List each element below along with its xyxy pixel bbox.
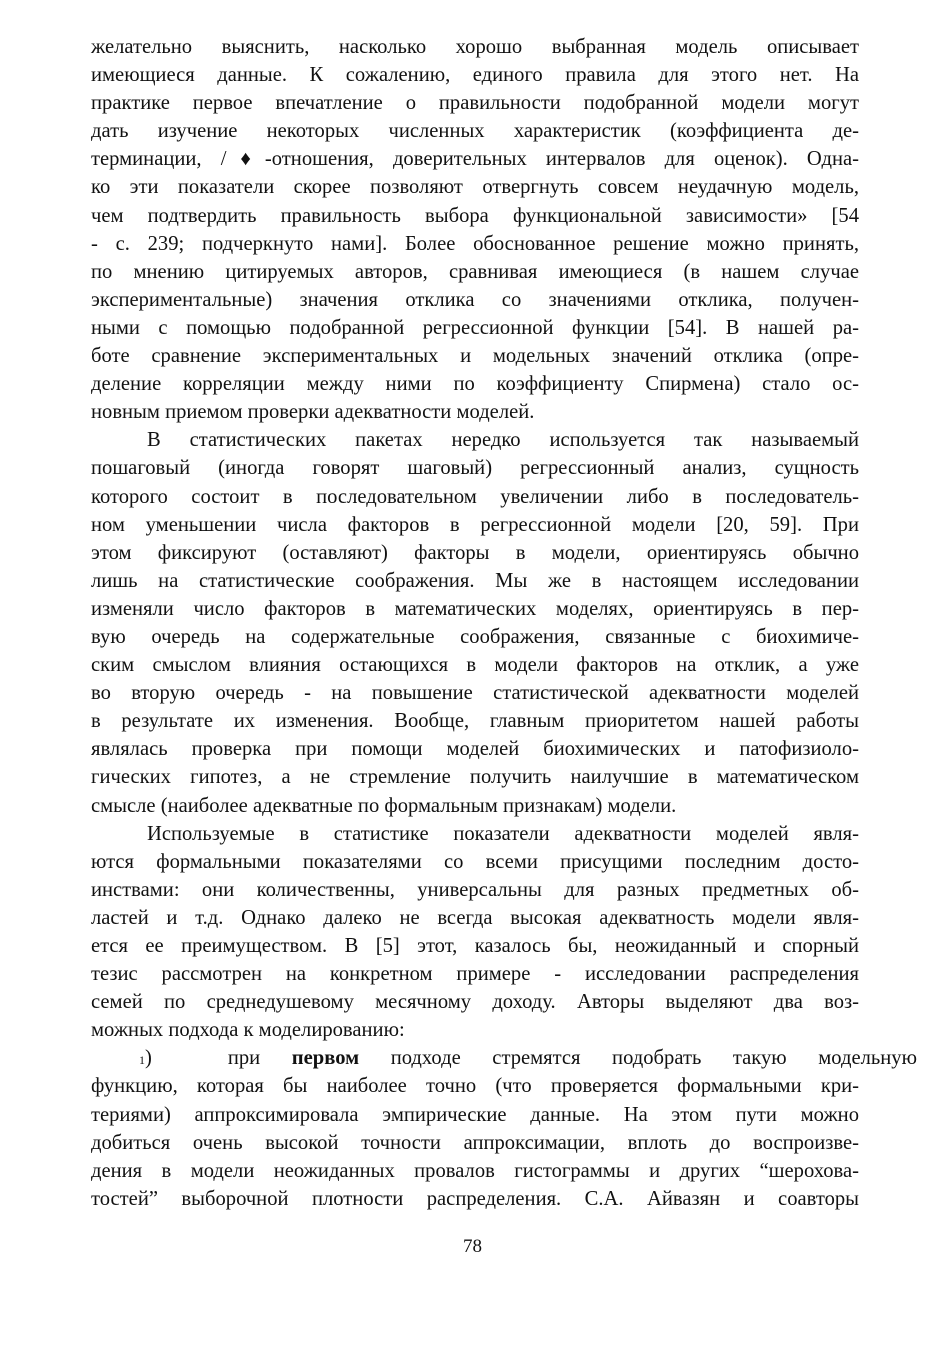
text-line: по мнению цитируемых авторов, сравнивая имеющиеся (в нашем случае [91, 260, 859, 283]
text-line: новным приемом проверки адекватности моделей. [91, 401, 535, 424]
text-line: желательно выяснить, насколько хорошо выбранная модель описывает [91, 36, 859, 58]
text-line: ными с помощью подобранной регрессионной функции [54]. В нашей ра- [91, 316, 859, 339]
list-paren: ) [145, 1047, 152, 1070]
text-line: терминации, /♦-отношения, доверительных интервалов для оценок). Одна- [91, 148, 859, 171]
text-line: экспериментальные) значения отклика со значениями отклика, получен- [91, 288, 859, 311]
text-line: чем подтвердить правильность выбора функциональной зависимости» [54 [91, 204, 859, 227]
text-line: смысле (наиболее адекватные по формальным признакам) модели. [91, 794, 677, 817]
text-line: дать изучение некоторых численных характеристик (коэффициента де- [91, 120, 859, 143]
list-marker: 1 [139, 1053, 145, 1068]
text-line: гических гипотез, а не стремление получить наилучшие в математическом [91, 766, 859, 789]
text-line: изменяли число факторов в математических моделях, ориентируясь в пер- [91, 597, 859, 620]
text-line: В статистических пакетах нередко используется так называемый [147, 429, 859, 452]
text-line: лишь на статистические соображения. Мы же в настоящем исследовании [91, 569, 859, 592]
text-line: ластей и т.д. Однако далеко не всегда высокая адекватность модели явля- [91, 906, 859, 929]
text-line: дения в модели неожиданных провалов гистограммы и других “шерохова- [91, 1159, 859, 1182]
text-line: ются формальными показателями со всеми присущими последним досто- [91, 850, 859, 873]
text-line: териями) аппроксимировала эмпирические данные. На этом пути можно [91, 1103, 859, 1126]
list-bold-word: первом [291, 1047, 360, 1070]
list-word-after: подходе стремятся подобрать такую модельную [390, 1047, 917, 1070]
text-line: функцию, которая бы наиболее точно (что проверяется формальными кри- [91, 1075, 859, 1098]
text-line: в результате их изменения. Вообще, главным приоритетом нашей работы [91, 710, 859, 733]
text-line: пошаговый (иногда говорят шаговый) регрессионный анализ, сущность [91, 457, 859, 480]
text-line: ко эти показатели скорее позволяют отвергнуть совсем неудачную модель, [91, 176, 859, 199]
text-line: во вторую очередь - на повышение статистической адекватности моделей [91, 682, 859, 705]
text-line: имеющиеся данные. К сожалению, единого правила для этого нет. На [91, 64, 859, 87]
page-number: 78 [463, 1236, 482, 1257]
text-line: добиться очень высокой точности аппроксимации, вплоть до воспроизве- [91, 1131, 859, 1154]
text-line: ном уменьшении числа факторов в регрессионной модели [20, 59]. При [91, 513, 859, 536]
text-line: семей по среднедушевому месячному доходу. Авторы выделяют два воз- [91, 991, 859, 1014]
text-line: ским смыслом влияния остающихся в модели факторов на отклик, а уже [91, 654, 859, 677]
paragraph-2 [91, 426, 859, 819]
text-line: которого состоит в последовательном увеличении либо в последователь- [91, 485, 859, 508]
text-line: можных подхода к моделированию: [91, 1019, 405, 1042]
text-line: Используемые в статистике показатели адекватности моделей явля- [147, 822, 859, 845]
text-line: ется ее преимуществом. В [5] этот, казалось бы, неожиданный и спорный [91, 935, 859, 957]
text-line: тезис рассмотрен на конкретном примере - исследовании распределения [91, 963, 859, 986]
paragraph-3 [91, 820, 859, 1045]
paragraph-1 [91, 33, 859, 426]
text-line: этом фиксируют (оставляют) факторы в модели, ориентируясь обычно [91, 541, 859, 564]
list-word-before: при [227, 1047, 261, 1070]
list-item-first-line [91, 1044, 917, 1072]
text-line: боте сравнение экспериментальных и модельных значений отклика (опре- [91, 345, 859, 368]
text-line: деление корреляции между ними по коэффициенту Спирмена) стало ос- [91, 373, 859, 396]
text-line: - с. 239; подчеркнуто нами]. Более обоснованное решение можно принять, [91, 232, 859, 255]
text-line: тостей” выборочной плотности распределения. С.А. Айвазян и соавторы [91, 1187, 859, 1210]
body-text [91, 33, 917, 1213]
text-line: практике первое впечатление о правильности подобранной модели могут [91, 92, 859, 115]
text-line: вую очередь на содержательные соображения, связанные с биохимиче- [91, 625, 859, 648]
list-item-1 [91, 1044, 917, 1213]
text-line: инствами: они количественны, универсальны для разных предметных об- [91, 878, 859, 901]
text-line: являлась проверка при помощи моделей биохимических и патофизиоло- [91, 738, 859, 761]
